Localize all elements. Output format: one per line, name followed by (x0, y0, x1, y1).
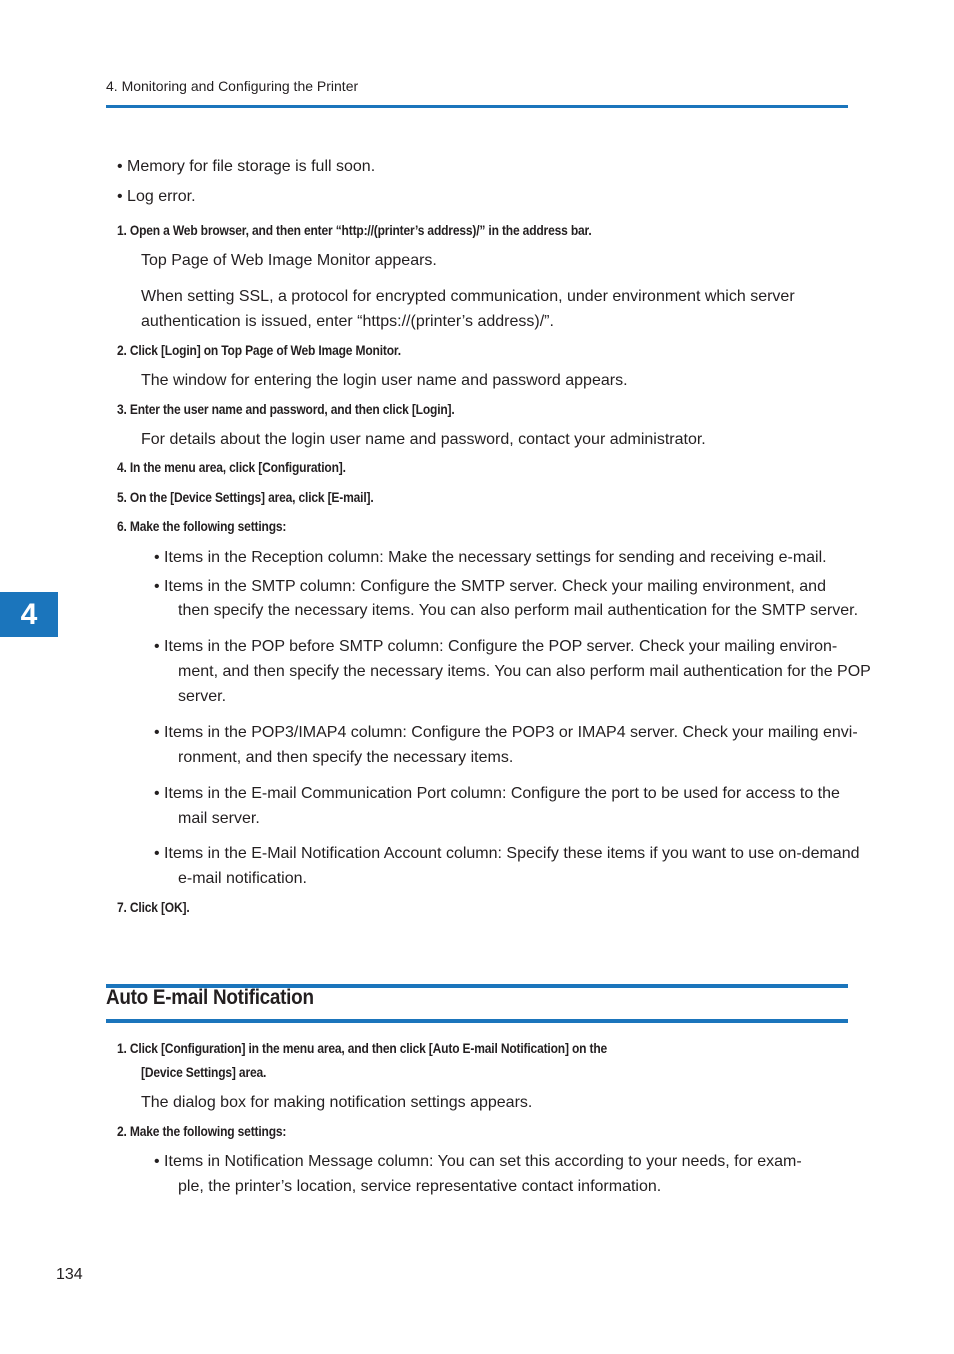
running-header: 4. Monitoring and Configuring the Printer (106, 78, 359, 94)
bullet-memory-full: • Memory for file storage is full soon. (117, 158, 376, 175)
step-1-text: Top Page of Web Image Monitor appears. (141, 252, 437, 269)
step-4-heading: 4. In the menu area, click [Configuration]. (117, 459, 346, 475)
bullet-smtp-line-1: • Items in the SMTP column: Configure the SMTP server. Check your mailing environment, and (154, 578, 826, 595)
section-step-1-line-2: [Device Settings] area. (141, 1064, 267, 1080)
step-2-text: The window for entering the login user name and password appears. (141, 372, 628, 389)
section-rule-bottom (106, 1019, 848, 1023)
step-3-text: For details about the login user name and password, contact your administrator. (141, 431, 706, 448)
bullet-reception: • Items in the Reception column: Make the necessary settings for sending and receiving e-mail. (154, 549, 827, 566)
step-1-ssl-line-1: When setting SSL, a protocol for encrypted communication, under environment which server (141, 288, 795, 305)
header-rule (106, 105, 848, 108)
bullet-log-error: • Log error. (117, 188, 196, 205)
section-step-1-line-1: 1. Click [Configuration] in the menu area, and then click [Auto E-mail Notification] on the (117, 1040, 608, 1056)
bullet-pop-line-1: • Items in the POP before SMTP column: Configure the POP server. Check your mailing environ- (154, 638, 838, 655)
chapter-tab: 4 (0, 592, 58, 637)
step-5-heading: 5. On the [Device Settings] area, click [E-mail]. (117, 489, 374, 505)
step-7-heading: 7. Click [OK]. (117, 899, 190, 915)
section-bullet-line-1: • Items in Notification Message column: You can set this according to your needs, for exam- (154, 1153, 802, 1170)
section-bullet-line-2: ple, the printer’s location, service representative contact information. (178, 1178, 662, 1195)
bullet-account-line-2: e-mail notification. (178, 870, 307, 887)
section-step-1-text: The dialog box for making notification settings appears. (141, 1094, 533, 1111)
step-1-heading: 1. Open a Web browser, and then enter “http://(printer’s address)/” in the address bar. (117, 222, 592, 238)
bullet-pop3-line-2: ronment, and then specify the necessary items. (178, 749, 514, 766)
bullet-port-line-1: • Items in the E-mail Communication Port column: Configure the port to be used for access to the (154, 785, 840, 802)
step-2-heading: 2. Click [Login] on Top Page of Web Image Monitor. (117, 342, 401, 358)
step-6-heading: 6. Make the following settings: (117, 518, 287, 534)
bullet-pop-line-3: server. (178, 688, 227, 705)
section-title: Auto E-mail Notification (106, 986, 314, 1009)
step-3-heading: 3. Enter the user name and password, and then click [Login]. (117, 401, 455, 417)
bullet-pop-line-2: ment, and then specify the necessary items. You can also perform mail authentication for the POP (178, 663, 871, 680)
bullet-port-line-2: mail server. (178, 810, 260, 827)
bullet-account-line-1: • Items in the E-Mail Notification Account column: Specify these items if you want to use on-demand (154, 845, 860, 862)
bullet-smtp-line-2: then specify the necessary items. You can also perform mail authentication for the SMTP server. (178, 602, 859, 619)
step-1-ssl-line-2: authentication is issued, enter “https://(printer’s address)/”. (141, 313, 554, 330)
bullet-pop3-line-1: • Items in the POP3/IMAP4 column: Configure the POP3 or IMAP4 server. Check your mailing envi- (154, 724, 858, 741)
page-number: 134 (56, 1266, 83, 1283)
section-step-2-heading: 2. Make the following settings: (117, 1123, 287, 1139)
